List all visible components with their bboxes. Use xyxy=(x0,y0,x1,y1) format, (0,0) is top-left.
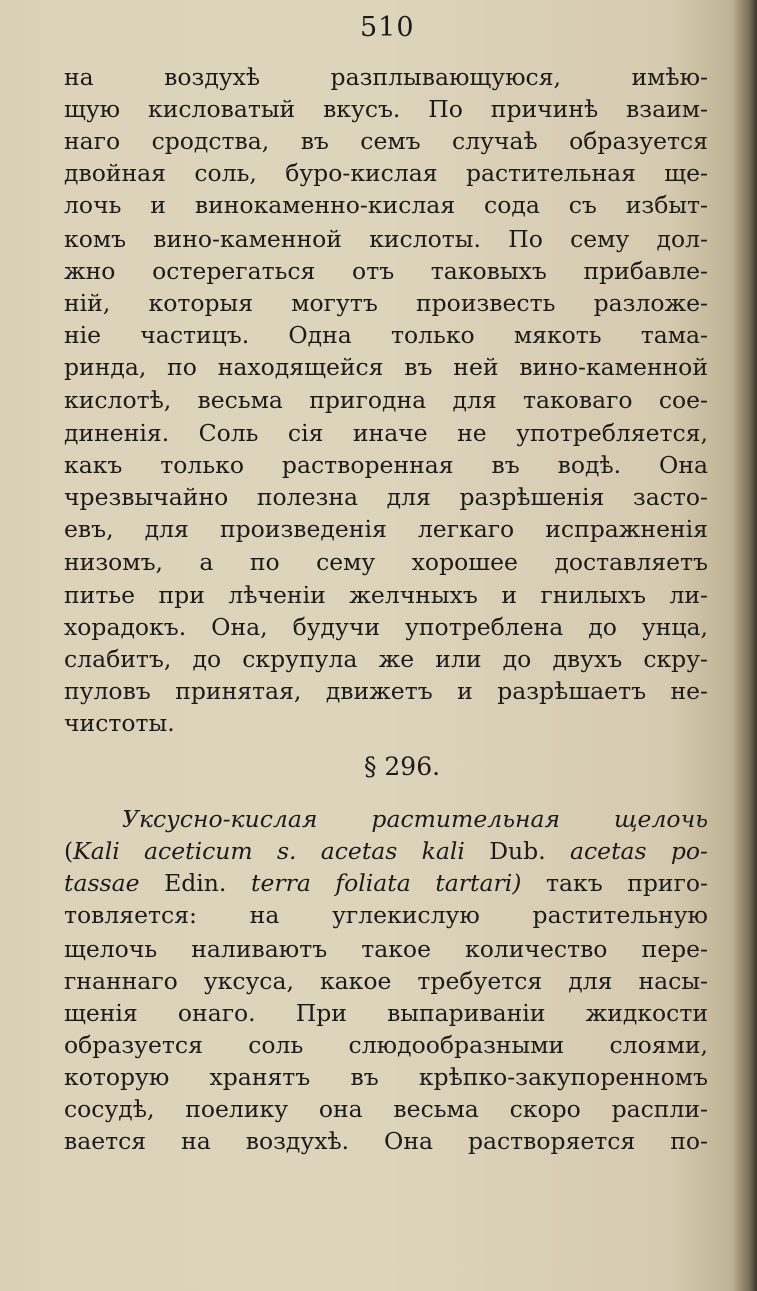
text-line: двойная соль, буро-кислая растительная ще- xyxy=(64,159,708,187)
text-fragment: такъ приго- xyxy=(521,869,708,897)
latin-name: acetas po- xyxy=(569,837,708,865)
authority-abbr: Edin. xyxy=(139,869,251,897)
text-line: слабитъ, до скрупула же или до двухъ скру- xyxy=(64,645,708,673)
text-line: щелочь наливаютъ такое количество пере- xyxy=(64,935,708,963)
text-line: низомъ, а по сему хорошее доставляетъ xyxy=(64,548,708,576)
text-line: жно остерегаться отъ таковыхъ прибавле- xyxy=(64,257,708,285)
text-line: пуловъ принятая, движетъ и разрѣшаетъ не- xyxy=(64,677,708,705)
text-line: какъ только растворенная въ водѣ. Она xyxy=(64,451,708,479)
text-line: щенія онаго. При выпариваніи жидкости xyxy=(64,999,708,1027)
latin-names-line xyxy=(64,868,708,898)
text-line: лочь и винокаменно-кислая сода съ избыт- xyxy=(64,191,708,219)
text-line: сосудѣ, поелику она весьма скоро распли- xyxy=(64,1095,708,1123)
text-line: кислотѣ, весьма пригодна для таковаго сое- xyxy=(64,386,708,414)
latin-names-line xyxy=(64,836,708,866)
text-line: комъ вино-каменной кислоты. По сему дол- xyxy=(64,225,708,253)
text-line: питье при лѣченіи желчныхъ и гнилыхъ ли- xyxy=(64,581,708,609)
text-line: хорадокъ. Она, будучи употреблена до унца, xyxy=(64,613,708,641)
text-line: чистоты. xyxy=(64,709,175,737)
text-line: ринда, по находящейся въ ней вино-каменной xyxy=(64,353,708,381)
text-line: щую кисловатый вкусъ. По причинѣ взаим- xyxy=(64,95,708,123)
text-line: которую хранятъ въ крѣпко-закупоренномъ xyxy=(64,1063,708,1091)
text-line: ній, которыя могутъ произвесть разложе- xyxy=(64,289,708,317)
latin-name: tassae xyxy=(64,869,140,897)
text-line: евъ, для произведенія легкаго испражненія xyxy=(64,515,708,543)
text-line: чрезвычайно полезна для разрѣшенія засто- xyxy=(64,483,708,511)
latin-name: terra foliata tartari) xyxy=(251,869,522,897)
text-line: товляется: на углекислую растительную xyxy=(64,901,708,929)
section-heading: § 296. xyxy=(363,752,441,781)
text-line: на воздухѣ разплывающуюся, имѣю- xyxy=(64,63,708,91)
text-line: наго сродства, въ семъ случаѣ образуется xyxy=(64,127,708,155)
text-line: диненія. Соль сія иначе не употребляется, xyxy=(64,419,708,447)
open-paren: ( xyxy=(64,837,74,865)
spine-shadow xyxy=(731,0,757,1291)
text-line: вается на воздухѣ. Она растворяется по- xyxy=(64,1127,708,1155)
page-number: 510 xyxy=(360,12,415,43)
latin-name: Kali aceticum s. acetas kali xyxy=(73,837,465,865)
text-line: гнаннаго уксуса, какое требуется для насы- xyxy=(64,967,708,995)
text-line: образуется соль слюдообразными слоями, xyxy=(64,1031,708,1059)
section-title-line: Уксусно-кислая растительная щелочь xyxy=(122,805,708,833)
text-line: ніе частицъ. Одна только мякоть тама- xyxy=(64,321,708,349)
authority-abbr: Dub. xyxy=(464,837,570,865)
